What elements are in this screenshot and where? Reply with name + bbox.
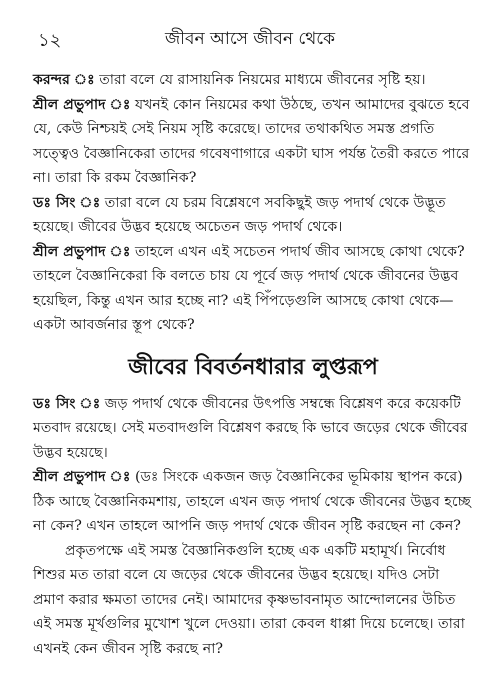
dialogue-paragraph — [33, 68, 473, 93]
dialogue-paragraph — [33, 240, 473, 338]
closing-paragraph: প্রকৃতপক্ষে এই সমস্ত বৈজ্ঞানিকগুলি হচ্ছে এক একটি মহামূর্খ। নির্বোধ শিশুর মত তারা বলে যে জড়ের থেকে জীবনের উদ্ভব হয়েছে। যদিও সেটা প্রমাণ করার ক্ষমতা তাদের নেই। আমাদের কৃষ্ণভাবনামৃত আন্দোলনের উচিত এই সমস্ত মূর্খগুলির মুখোশ খুলে দেওয়া। তারা কেবল ধাপ্পা দিয়ে চলেছে। তারা এখনই কেন জীবন সৃষ্টি করছে না? — [33, 542, 465, 657]
speaker-name: করন্দর ঃ — [33, 72, 95, 88]
dialogue-paragraph — [33, 392, 473, 466]
speaker-name: শ্রীল প্রভুপাদ ঃ — [33, 96, 131, 113]
page-number: ১২ — [38, 30, 62, 51]
speaker-name: শ্রীল প্রভুপাদ ঃ — [33, 243, 131, 260]
dialogue-paragraph — [33, 191, 473, 240]
dialogue-text: যখনই কোন নিয়মের কথা উঠছে, তখন আমাদের বুঝতে হবে যে, কেউ নিশ্চয়ই সেই নিয়ম সৃষ্টি করেছে। তাদের তথাকথিত সমস্ত প্রগতি সত্ত্বেও বৈজ্ঞানিকেরা তাদের গবেষণাগারে একটা ঘাস পর্যন্ত তৈরী করতে পারে না। তারা কি রকম বৈজ্ঞানিক? — [33, 96, 470, 186]
speaker-name: ডঃ সিং ঃ — [33, 395, 101, 412]
speaker-name: ডঃ সিং ঃ — [33, 194, 101, 211]
dialogue-text: জড় পদার্থ থেকে জীবনের উৎপত্তি সম্বন্ধে বিশ্লেষণ করে কয়েকটি মতবাদ রয়েছে। সেই মতবাদগুলি বিশ্লেষণ করছে কি ভাবে জড়ের থেকে জীবের উদ্ভব হয়েছে। — [33, 395, 468, 461]
dialogue-paragraph — [33, 93, 473, 191]
section-heading: জীবের বিবর্তনধারার লুপ্তরূপ — [128, 353, 378, 380]
running-title: জীবন আসে জীবন থেকে — [164, 29, 336, 49]
dialogue-paragraph — [33, 465, 473, 539]
dialogue-text: তাহলে এখন এই সচেতন পদার্থ জীব আসছে কোথা থেকে? তাহলে বৈজ্ঞানিকেরা কি বলতে চায় যে পূর্বে জড় পদার্থ থেকে জীবনের উদ্ভব হয়েছিল, কিন্তু এখন আর হচ্ছে না? এই পিঁপড়েগুলি আসছে কোথা থেকে—একটা আবর্জনার স্তূপ থেকে? — [33, 243, 465, 333]
page-body — [33, 68, 473, 661]
speaker-name: শ্রীল প্রভুপাদ ঃ — [33, 469, 131, 485]
dialogue-text: (ডঃ সিংকে একজন জড় বৈজ্ঞানিকের ভূমিকায় স্থাপন করে) ঠিক আছে বৈজ্ঞানিকমশায়, তাহলে এখন জড় পদার্থ থেকে জীবনের উদ্ভব হচ্ছে না কেন? এখন তাহলে আপনি জড় পদার্থ থেকে জীবন সৃষ্টি করছেন না কেন? — [33, 469, 471, 534]
page-header — [30, 26, 470, 52]
dialogue-text: তারা বলে যে রাসায়নিক নিয়মের মাধ্যমে জীবনের সৃষ্টি হয়। — [99, 72, 426, 88]
dialogue-text: তারা বলে যে চরম বিশ্লেষণে সবকিছুই জড় পদার্থ থেকে উদ্ভূত হয়েছে। জীবের উদ্ভব হয়েছে অচেতন জড় পদার্থ থেকে। — [33, 194, 446, 235]
